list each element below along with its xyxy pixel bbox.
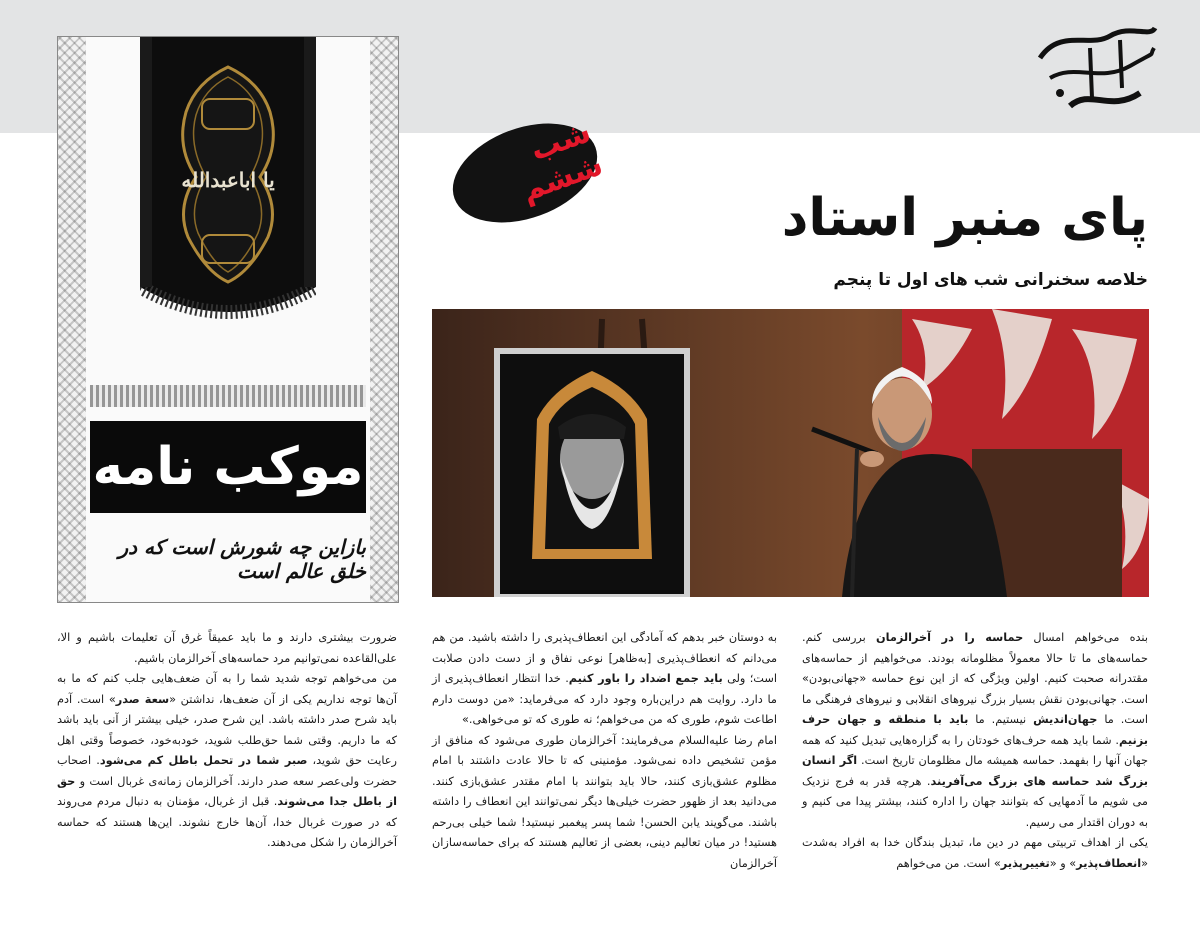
text-run: یکی از اهداف تربیتی مهم در دین ما، تبدیل بندگان خدا به افراد به‌شدت « xyxy=(802,836,1148,870)
mowkeb-nameh-banner xyxy=(57,36,399,603)
text-run: بررسی کنم. حماسه‌های ما تا حالا معمولاً مظلومانه بودند. می‌خواهیم از حماسه‌های مقتدرانه صحبت کنیم. اولین ویژگی که از این نوع حماسه «جهانی‌بودن» است. جهانی‌بودن نقش بسیار بزرگ نیروهای انقلابی و نیروهای فرهنگی ما است. ما xyxy=(802,631,1148,726)
lecture-photo xyxy=(432,309,1149,597)
text-run: من می‌خواهم توجه شدید شما را به آن ضعف‌هایی جلب کنم که ما به آن‌ها توجه نداریم یکی از آن ضعف‌ها، نداشتن « xyxy=(57,672,398,706)
headline: پای منبر استاد xyxy=(781,188,1148,248)
banner-title-text: موکب نامه xyxy=(92,437,364,497)
banner-verse: بازاین چه شورش است که در خلق عالم است xyxy=(118,535,366,583)
paragraph xyxy=(432,731,777,875)
text-run: . شما باید همه حرف‌های خودتان را به گزاره‌هایی تبدیل کنید که همه جهان آنها را بفهمد. حماسه همیشه مال مظلومان تاریخ است. xyxy=(802,733,1148,767)
text-run: به دوستان خبر بدهم که آمادگی این انعطاف‌پذیری را داشته باشید. من هم می‌دانم که انعطاف‌پذیری [به‌ظاهر] نوعی نفاق و از دست دادن صلابت است؛ ولی xyxy=(432,631,777,685)
text-run: » است. آدم باید شرح صدر داشته باشد. این شرح صدر، خیلی بیشتر از آنی باید باشد که ما داریم. وقتی شما حق‌طلب شوید، خودبه‌خود، خصوصاً وقتی اهل رعایت حق شوید، xyxy=(57,692,397,767)
text-column-left xyxy=(57,628,397,854)
ornament-strip xyxy=(90,385,366,407)
basmala-calligraphy xyxy=(1030,18,1160,123)
paragraph xyxy=(57,669,397,854)
bold-text: انعطاف‌پذیر xyxy=(1076,856,1142,870)
text-run: نیستیم. ما xyxy=(968,713,1034,726)
bold-text: صبر شما در تحمل باطل کم می‌شود xyxy=(99,754,308,767)
bold-text: جهان‌اندیش xyxy=(1033,713,1098,726)
paragraph xyxy=(802,628,1148,833)
bold-text: حماسه را در آخرالزمان xyxy=(875,631,1024,644)
bold-text: باید جمع اضداد را باور کنیم xyxy=(568,672,723,685)
bold-text: سعة صدر xyxy=(115,692,170,706)
night-badge-text: شب ششم xyxy=(516,114,608,209)
text-run: بنده می‌خواهم امسال xyxy=(1023,631,1148,644)
text-column-right xyxy=(802,628,1148,874)
subheadline: خلاصه سخنرانی شب های اول تا پنجم xyxy=(833,270,1148,290)
text-run: . هرچه قدر به فرج نزدیک می شویم ما آدمهایی که بتوانند جهان را اداره کنند، بیشتر پیدا می کنیم و به دوران اقتدار می رسیم. xyxy=(802,774,1148,829)
paragraph xyxy=(802,833,1148,874)
text-run: امام رضا علیه‌السلام می‌فرمایند: آخرالزمان طوری می‌شود که منافق از مؤمن تشخیص داده نمی‌شود. مؤمنینی که تا حالا عادت داشتند با امام مظلوم عشق‌بازی کنند، حالا باید بتوانند با امام مقتدر عشق‌بازی کنند. می‌دانید بعد از ظهور حضرت خیلی‌ها دیگر نمی‌توانند این انعطاف را داشته باشند. می‌گویند یابن الحسن! شما پسر پیغمبر نیستید! شما خیلی بی‌رحم هستید! در میان تعالیم دینی، بعضی از تعالیم هستند که برای حماسه‌سازان آخرالزمان xyxy=(432,733,777,870)
text-column-middle xyxy=(432,628,777,874)
bold-text: اگر انسان بزرگ شد حماسه های بزرگ می‌آفریند xyxy=(802,754,1148,788)
text-run: ضرورت بیشتری دارند و ما باید عمیقاً غرق آن تعلیمات باشیم و الا، علی‌القاعده نمی‌توانیم مرد حماسه‌های آخرالزمان باشیم. xyxy=(57,631,397,665)
bold-text: تغییرپذیر xyxy=(1000,856,1050,870)
bold-text: باید با منطقه و جهان حرف بزنیم xyxy=(802,713,1148,747)
paragraph xyxy=(432,628,777,731)
flag-inscription: یا اباعبدالله xyxy=(181,168,275,192)
text-run: » و « xyxy=(1049,856,1077,870)
text-run: » است. من می‌خواهم xyxy=(896,856,1001,870)
text-run: . خدا انتظار انعطاف‌پذیری از ما دارد. روایت هم دراین‌باره وجود دارد که می‌فرماید: «من دوست دارم اطاعت شوم، طوری که من می‌خواهم؛ نه طوری که تو می‌خواهی.» xyxy=(432,672,777,726)
black-flag-image xyxy=(140,37,316,367)
paragraph xyxy=(57,628,397,669)
bold-text: حق از باطل جدا می‌شوند xyxy=(57,774,397,808)
banner-title xyxy=(90,421,366,513)
text-run: . اصحاب حضرت ولی‌عصر سعه صدر دارند. آخرالزمان زمانه‌ی غربال است و xyxy=(57,754,397,788)
text-run: . قبل از غربال، مؤمنان به دنبال مردم می‌روند که در صورت غربال خدا، آن‌ها خارج نشوند. این‌ها هستند که حماسه آخرالزمان را شکل می‌دهند. xyxy=(57,795,397,849)
